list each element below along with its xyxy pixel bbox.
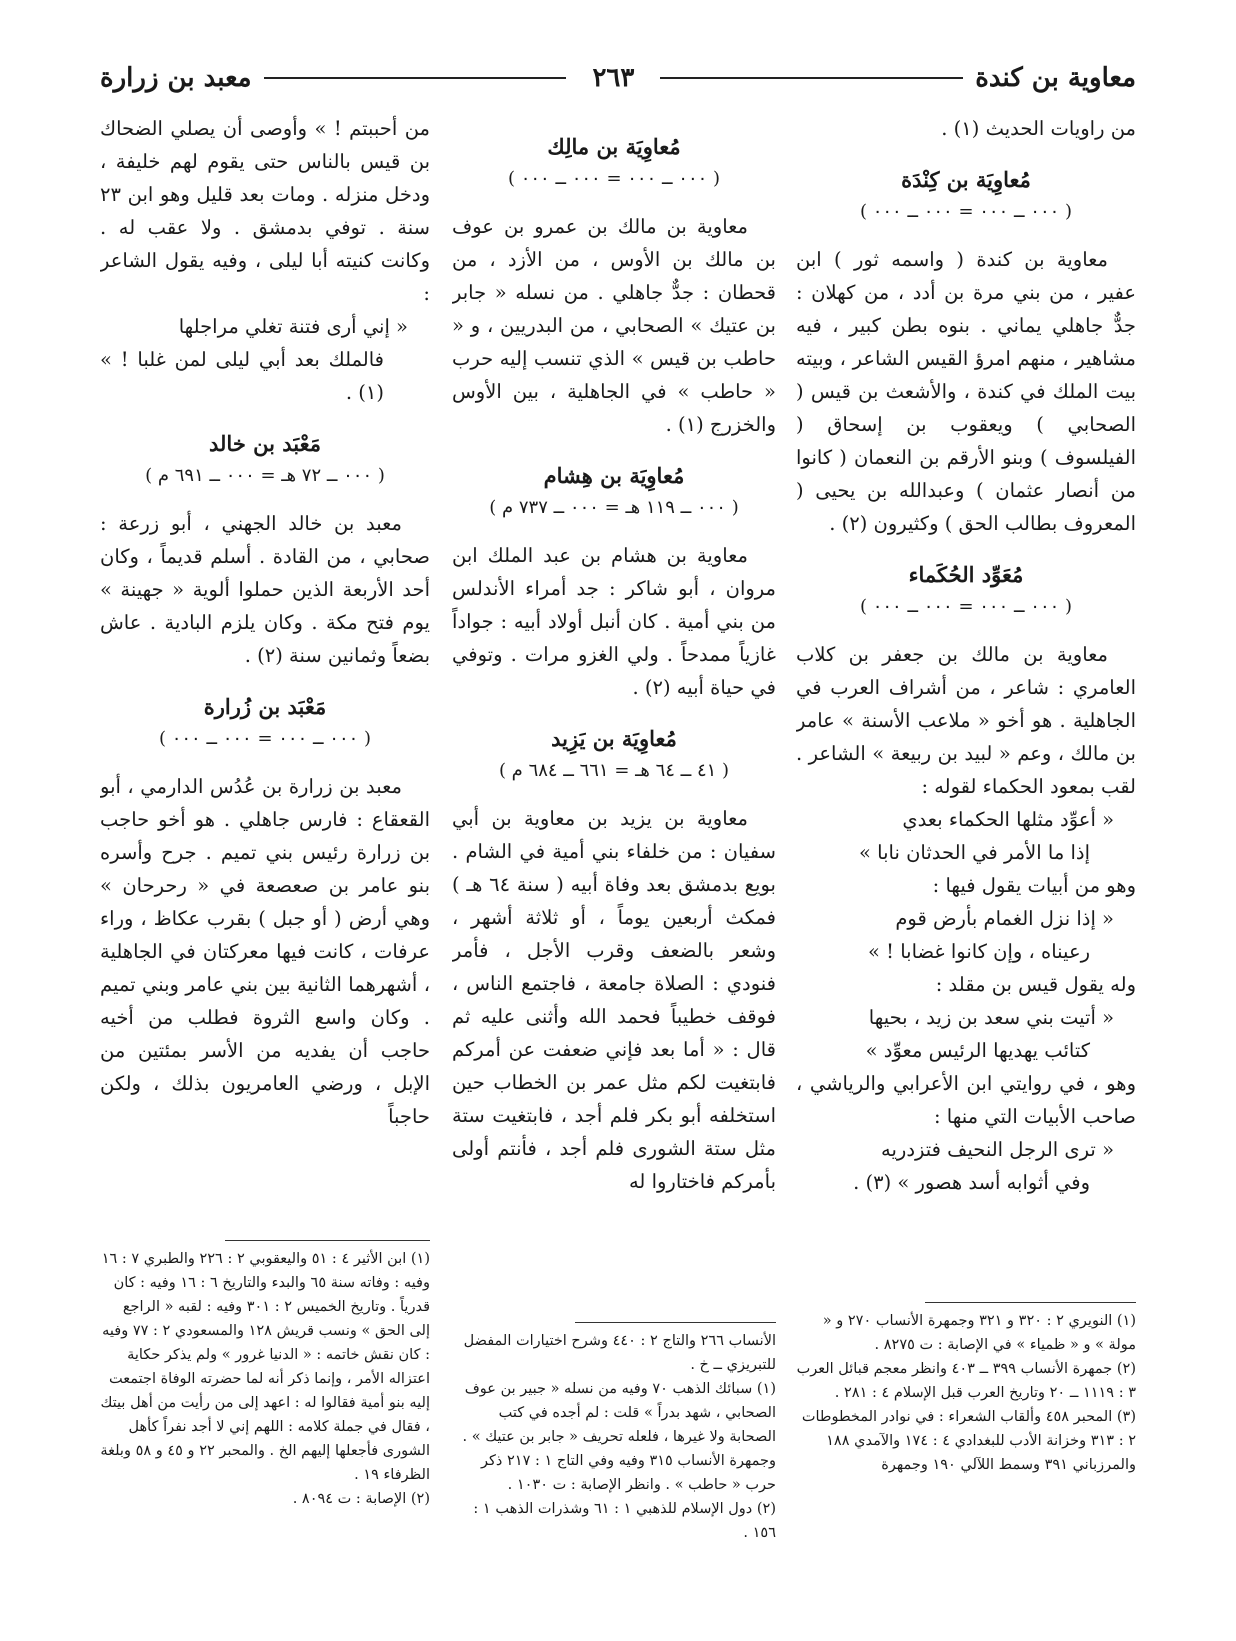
entry-dates: ( ٠٠٠ ــ ٠٠٠ = ٠٠٠ ــ ٠٠٠ ) — [507, 168, 721, 189]
header-right-title: معاوية بن كندة — [975, 63, 1136, 93]
verse-line: « إذا نزل الغمام بأرض قوم — [895, 907, 1114, 930]
entry-title: مُعاوِيَة بن هِشام — [543, 463, 685, 488]
footnote: (٢) جمهرة الأنساب ٣٩٩ ــ ٤٠٣ وانظر معجم قبائل العرب ٣ : ١١١٩ ــ ٢٠ وتاريخ العرب قبل الإسلام ٤ : ٢٨١ . — [796, 1361, 1136, 1401]
entry-title: مَعْبَد بن زُرارة — [203, 694, 327, 719]
verse-line: « أتيت بني سعد بن زيد ، بحيها — [868, 1006, 1114, 1029]
running-header — [100, 58, 1136, 98]
entry-dates: ( ٠٠٠ ــ ٧٢ هـ = ٠٠٠ ــ ٦٩١ م ) — [145, 465, 385, 486]
entry-dates: ( ٠٠٠ ــ ١١٩ هـ = ٠٠٠ ــ ٧٣٧ م ) — [489, 497, 739, 518]
entry-text: معبد بن زرارة بن عُدُس الدارمي ، أبو القعقاع : فارس جاهلي . هو أخو حاجب بن زرارة رئيس بني تميم . جرح وأسره بنو عامر بن صعصعة في « رحرحان » وهي أرض ( أو جبل ) بقرب عكاظ ، وراء عرفات ، كانت فيها معركتان في الجاهلية ، أشهرهما الثانية بين بني عامر وبني تميم . وكان واسع الثروة فطلب من أخيه حاجب أن يفديه من الأسر بمئتين من الإبل ، ورضي العامريون بذلك ، ولكن حاجباً — [100, 775, 430, 1128]
entry-text: معاوية بن مالك بن عمرو بن عوف بن مالك بن الأوس ، من الأزد ، من قحطان : جدٌّ جاهلي . من نسله « جابر بن عتيك » الصحابي ، من البدريين ، و « حاطب بن قيس » الذي تنسب إليه حرب « حاطب » في الجاهلية ، بين الأوس والخزرج (١) . — [452, 215, 776, 436]
footnote: (١) النويري ٢ : ٣٢٠ و ٣٢١ وجمهرة الأنساب ٢٧٠ و « مولة » و « ظمياء » في الإصابة : ت ٨٢٧٥ . — [822, 1313, 1136, 1353]
entry-title: مَعْبَد بن خالد — [209, 431, 321, 456]
footnote-rule — [575, 1322, 776, 1323]
entry-dates: ( ٠٠٠ ــ ٠٠٠ = ٠٠٠ ــ ٠٠٠ ) — [859, 596, 1073, 617]
column-left — [100, 112, 430, 1232]
entry-title: مُعاوِيَة بن كِنْدَة — [901, 167, 1031, 192]
page-number: ٢٦٣ — [592, 63, 635, 93]
verse-line: « ترى الرجل النحيف فتزدريه — [881, 1138, 1114, 1161]
footnotes-left — [100, 1240, 430, 1592]
entry-text: وهو ، في روايتي ابن الأعرابي والرياشي ، صاحب الأبيات التي منها : — [796, 1072, 1136, 1128]
verse-line: كتائب يهديها الرئيس معوِّد » — [865, 1039, 1090, 1062]
entry-title: مُعاوِيَة بن مالِك — [547, 134, 681, 159]
entry-text: معاوية بن مالك بن جعفر بن كلاب العامري : شاعر ، من أشراف العرب في الجاهلية . هو أخو « ملاعب الأسنة » عامر بن مالك ، وعم « لبيد بن ربيعة » الشاعر . لقب بمعود الحكماء لقوله : — [796, 643, 1136, 798]
entry-text: معاوية بن كندة ( واسمه ثور ) ابن عفير ، من بني مرة بن أدد ، من كهلان : جدٌّ جاهلي يماني . بنوه بطن كبير ، فيه مشاهير ، منهم امرؤ القيس الشاعر ، وبيته بيت الملك في كندة ، والأشعث بن قيس ( الصحابي ) ويعقوب بن إسحاق ( الفيلسوف ) وبنو الأرقم بن النعمان ( كانوا من أنصار عثمان ) وعبدالله بن يحيى ( المعروف بطالب الحق ) وكثيرون (٢) . — [796, 248, 1136, 535]
entry-title: مُعَوِّد الحُكَماء — [908, 562, 1024, 587]
footnote: (٢) الإصابة : ت ٨٠٩٤ . — [292, 1491, 430, 1507]
entry-dates: ( ٠٠٠ ــ ٠٠٠ = ٠٠٠ ــ ٠٠٠ ) — [158, 728, 372, 749]
entry-dates: ( ٤١ ــ ٦٤ هـ = ٦٦١ ــ ٦٨٤ م ) — [498, 760, 730, 781]
verse-line: إذا ما الأمر في الحدثان نابا » — [859, 841, 1090, 864]
entry-text: وهو من أبيات يقول فيها : — [932, 874, 1136, 897]
verse-line: فالملك بعد أبي ليلى لمن غلبا ! » (١) . — [100, 348, 384, 404]
verse-line: « إني أرى فتنة تغلي مراجلها — [178, 315, 408, 338]
verse-line: وفي أثوابه أسد هصور » (٣) . — [853, 1171, 1090, 1194]
entry-title: مُعاوِيَة بن يَزِيد — [551, 726, 677, 751]
footnote-rule — [925, 1302, 1136, 1303]
footnote: (٢) دول الإسلام للذهبي ١ : ٦١ وشذرات الذهب ١ : ١٥٦ . — [473, 1501, 776, 1541]
entry-text: معاوية بن يزيد بن معاوية بن أبي سفيان : من خلفاء بني أمية في الشام . بويع بدمشق بعد وفاة أبيه ( سنة ٦٤ هـ ) فمكث أربعين يوماً ، أو ثلاثة أشهر ، وشعر بالضعف وقرب الأجل ، فأمر فنودي : الصلاة جامعة ، فاجتمع الناس ، فوقف خطيباً فحمد الله وأثنى عليه ثم قال : « أما بعد فإني ضعفت عن أمركم فابتغيت لكم مثل عمر بن الخطاب حين استخلفه أبو بكر فلم أجد ، فابتغيت ستة مثل ستة الشورى فلم أجد ، فأنتم أولى بأمركم فاختاروا له — [452, 807, 776, 1193]
footnote: (٣) المحبر ٤٥٨ وألقاب الشعراء : في نوادر المخطوطات ٢ : ٣١٣ وخزانة الأدب للبغدادي ٤ : ١٧٤ والآمدي ١٨٨ والمرزباني ٣٩١ وسمط اللآلي ١٩٠ وجمهرة — [801, 1409, 1136, 1473]
entry-text: وله يقول قيس بن مقلد : — [935, 973, 1136, 996]
footnote: الأنساب ٢٦٦ والتاج ٢ : ٤٤٠ وشرح اختيارات المفضل للتبريزي ــ خ . — [463, 1333, 776, 1373]
header-rule-left — [264, 77, 567, 79]
footnotes-middle — [452, 1322, 776, 1592]
column-middle — [452, 112, 776, 1357]
continuation-text: من راويات الحديث (١) . — [941, 117, 1136, 140]
footnote: (١) سبائك الذهب ٧٠ وفيه من نسله « جبير بن عوف الصحابي ، شهد بدراً » قلت : لم أجده في كتب الصحابة ولا غيرها ، فلعله تحريف « جابر بن عتيك » . وجمهرة الأنساب ٣١٥ وفيه وفي التاج ١ : ٢١٧ ذكر حرب « حاطب » . وانظر الإصابة : ت ١٠٣٠ . — [462, 1381, 776, 1493]
entry-text: معاوية بن هشام بن عبد الملك ابن مروان ، أبو شاكر : جد أمراء الأندلس من بني أمية . كان أنبل أولاد أبيه : جواداً غازياً ممدحاً . ولي الغزو مرات . وتوفي في حياة أبيه (٢) . — [452, 544, 776, 699]
continuation-text: من أحببتم ! » وأوصى أن يصلي الضحاك بن قيس بالناس حتى يقوم لهم خليفة ، ودخل منزله . ومات بعد قليل وهو ابن ٢٣ سنة . توفي بدمشق . ولا عقب له . وكانت كنيته أبا ليلى ، وفيه يقول الشاعر : — [100, 117, 430, 305]
footnote: (١) ابن الأثير ٤ : ٥١ واليعقوبي ٢ : ٢٢٦ والطبري ٧ : ١٦ وفيه : وفاته سنة ٦٥ والبدء والتاريخ ٦ : ١٦ وفيه : كان قدرياً . وتاريخ الخميس ٢ : ٣٠١ وفيه : لقبه « الراجع إلى الحق » ونسب قريش ١٢٨ والمسعودي ٢ : ٧٧ وفيه : كان نقش خاتمه : « الدنيا غرور » ولم يذكر حكاية اعتزاله الأمر ، وإنما ذكر أنه لما حضرته الوفاة اجتمعت إليه بنو أمية فقالوا له : اعهد إلى من رأيت من أهل بيتك ، فقال في جملة كلامه : اللهم إني لا أجد نفراً كأهل الشورى فأجعلها إليهم الخ . والمحبر ٢٢ و ٤٥ و ٥٨ وبلغة الظرفاء ١٩ . — [100, 1251, 430, 1483]
entry-text: معبد بن خالد الجهني ، أبو زرعة : صحابي ، من القادة . أسلم قديماً ، وكان أحد الأربعة الذين حملوا ألوية « جهينة » يوم فتح مكة . وكان يلزم البادية . عاش بضعاً وثمانين سنة (٢) . — [100, 512, 430, 667]
verse-line: « أعوِّد مثلها الحكماء بعدي — [902, 808, 1114, 831]
header-rule-right — [660, 77, 963, 79]
verse-line: رعيناه ، وإن كانوا غضابا ! » — [868, 940, 1090, 963]
footnote-rule — [225, 1240, 430, 1241]
entry-dates: ( ٠٠٠ ــ ٠٠٠ = ٠٠٠ ــ ٠٠٠ ) — [859, 201, 1073, 222]
header-left-title: معبد بن زرارة — [99, 63, 252, 93]
footnotes-right — [796, 1302, 1136, 1592]
column-right — [796, 112, 1136, 1357]
